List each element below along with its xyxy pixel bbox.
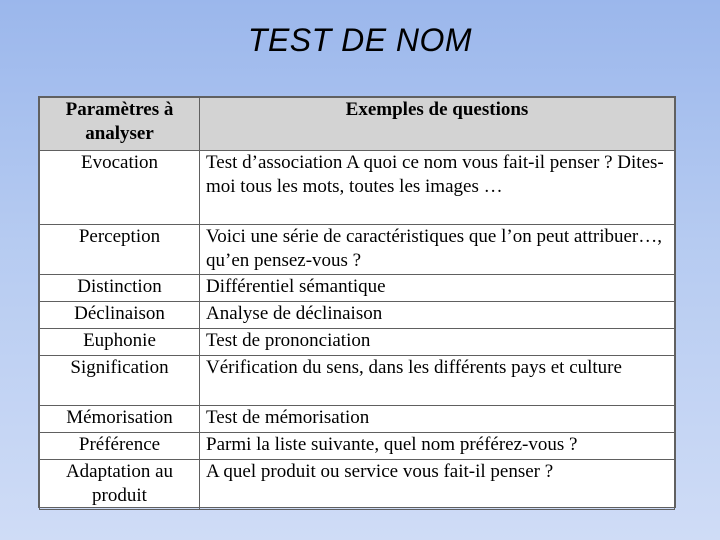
table-row [40,329,675,356]
table-row [40,460,675,510]
example-cell: Parmi la liste suivante, quel nom préférez-vous ? [200,433,675,460]
example-cell: Différentiel sémantique [200,275,675,302]
parameter-cell: Mémorisation [40,406,200,433]
example-cell: Voici une série de caractéristiques que l’on peut attribuer…, qu’en pensez-vous ? [200,225,675,275]
questions-table-container [38,96,676,508]
table-header-row [40,98,675,151]
example-cell: Analyse de déclinaison [200,302,675,329]
table-row [40,225,675,275]
parameter-cell: Evocation [40,151,200,225]
questions-table [39,97,675,510]
table-row [40,406,675,433]
example-cell: A quel produit ou service vous fait-il penser ? [200,460,675,510]
parameter-cell: Perception [40,225,200,275]
parameter-cell: Déclinaison [40,302,200,329]
table-row [40,356,675,406]
parameter-cell: Signification [40,356,200,406]
header-parameters: Paramètres à analyser [40,98,200,151]
example-cell: Test de prononciation [200,329,675,356]
example-cell: Test d’association A quoi ce nom vous fait-il penser ? Dites-moi tous les mots, toutes les images … [200,151,675,225]
slide-title: TEST DE NOM [247,22,473,58]
parameter-cell: Préférence [40,433,200,460]
table-row [40,302,675,329]
table-row [40,151,675,225]
example-cell: Vérification du sens, dans les différents pays et culture [200,356,675,406]
table-row [40,275,675,302]
header-examples: Exemples de questions [200,98,675,151]
parameter-cell: Distinction [40,275,200,302]
example-cell: Test de mémorisation [200,406,675,433]
parameter-cell: Euphonie [40,329,200,356]
table-row [40,433,675,460]
parameter-cell: Adaptation au produit [40,460,200,510]
